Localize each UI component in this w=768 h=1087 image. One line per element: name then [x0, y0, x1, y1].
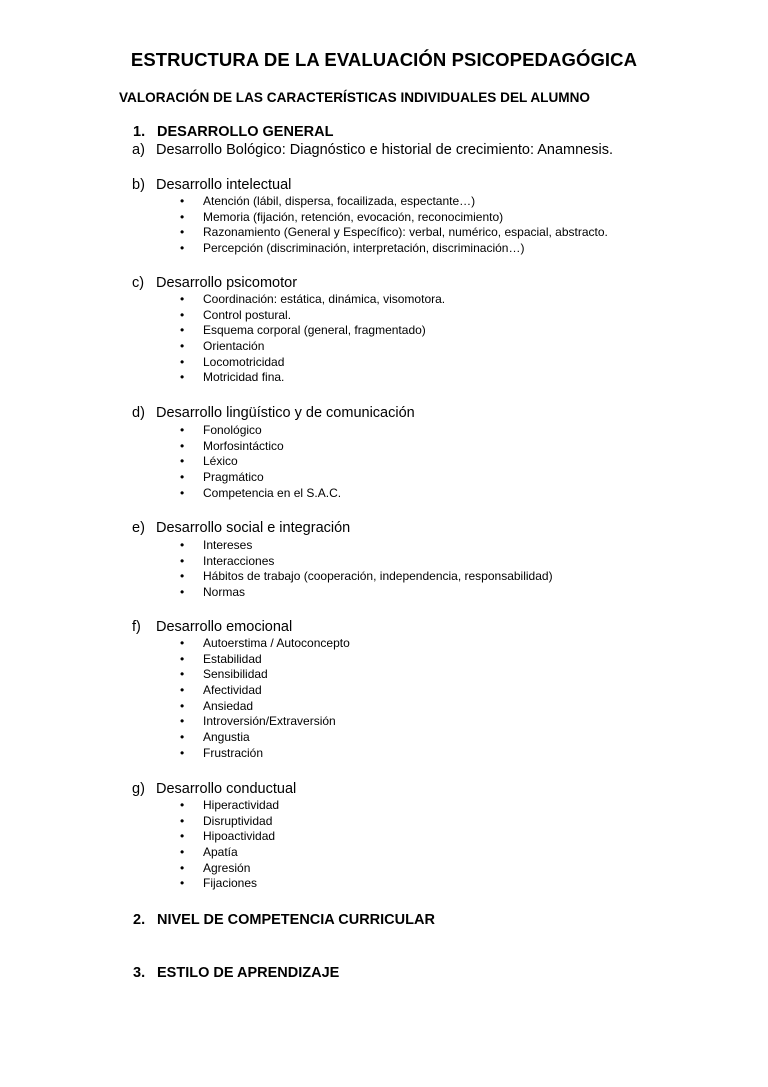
bullet-icon: • [180, 636, 185, 650]
list-item-text: Esquema corporal (general, fragmentado) [203, 323, 426, 338]
bullet-icon: • [180, 876, 185, 891]
list-item [180, 683, 350, 699]
list-item [180, 225, 608, 241]
list-item-text: Afectividad [203, 683, 262, 698]
list-item [180, 714, 350, 730]
list-item [180, 438, 341, 455]
list-item [180, 698, 350, 715]
bullet-icon: • [180, 651, 185, 666]
list-item-text: Léxico [203, 454, 238, 469]
bullet-icon: • [180, 845, 185, 860]
list-item-text: Razonamiento (General y Específico): verbal, numérico, espacial, abstracto. [203, 225, 608, 240]
list-item-text: Introversión/Extraversión [203, 714, 336, 729]
list-item [180, 423, 341, 439]
bullet-icon: • [180, 683, 185, 698]
section-3-number: 3. [133, 965, 146, 981]
subsection-g-list [180, 798, 280, 892]
subsection-d-letter: d) [132, 405, 145, 421]
list-item-text: Percepción (discriminación, interpretación, discriminación…) [203, 241, 525, 256]
list-item-text: Coordinación: estática, dinámica, visomotora. [203, 292, 446, 306]
list-item-text: Motricidad fina. [203, 370, 285, 385]
list-item [180, 354, 445, 371]
list-item-text: Morfosintáctico [203, 438, 284, 453]
subsection-f-list [180, 636, 350, 762]
list-item [180, 651, 350, 668]
subsection-e-list [180, 538, 553, 601]
list-item-text: Atención (lábil, dispersa, focailizada, espectante…) [203, 194, 476, 208]
list-item [180, 194, 608, 210]
subsection-f-label: Desarrollo emocional [156, 619, 293, 635]
list-item-text: Autoerstima / Autoconcepto [203, 636, 350, 650]
bullet-icon: • [180, 307, 185, 322]
bullet-icon: • [180, 209, 185, 224]
subsection-c-letter: c) [132, 275, 145, 291]
list-item-text: Ansiedad [203, 698, 254, 713]
subsection-b [132, 177, 291, 193]
section-2-label: NIVEL DE COMPETENCIA CURRICULAR [157, 912, 435, 928]
list-item-text: Angustia [203, 730, 250, 745]
list-item-text: Disruptividad [203, 813, 273, 828]
subsection-b-list [180, 194, 608, 257]
section-1-label: DESARROLLO GENERAL [157, 124, 334, 140]
section-2-number: 2. [133, 912, 146, 928]
subsection-g-letter: g) [132, 781, 145, 797]
document-subtitle: VALORACIÓN DE LAS CARACTERÍSTICAS INDIVIDUALES DEL ALUMNO [119, 90, 591, 105]
subsection-e-label: Desarrollo social e integración [156, 520, 351, 536]
bullet-icon: • [180, 569, 185, 584]
list-item-text: Control postural. [203, 307, 292, 322]
list-item [180, 339, 445, 355]
subsection-g [132, 781, 296, 797]
list-item [180, 829, 279, 845]
subsection-d [132, 405, 415, 421]
list-item-text: Frustración [203, 745, 264, 760]
list-item [180, 798, 280, 814]
list-item-text: Hiperactividad [203, 798, 280, 812]
subsection-f [132, 619, 292, 635]
list-item [180, 667, 350, 683]
bullet-icon: • [180, 323, 185, 338]
list-item-text: Fijaciones [203, 876, 258, 891]
bullet-icon: • [180, 714, 185, 729]
bullet-icon: • [180, 423, 185, 437]
list-item [180, 876, 279, 892]
list-item [180, 636, 350, 652]
subsection-a-label: Desarrollo Bológico: Diagnóstico e historial de crecimiento: Anamnesis. [156, 142, 613, 158]
bullet-icon: • [180, 225, 185, 240]
list-item-text: Intereses [203, 538, 253, 552]
subsection-c-label: Desarrollo psicomotor [156, 275, 298, 291]
document-title: ESTRUCTURA DE LA EVALUACIÓN PSICOPEDAGÓGICA [130, 49, 638, 70]
bullet-icon: • [180, 860, 185, 875]
list-item-text: Normas [203, 585, 246, 600]
bullet-icon: • [180, 667, 185, 682]
list-item [180, 454, 341, 470]
subsection-a [132, 142, 613, 158]
bullet-icon: • [180, 485, 185, 500]
list-item [180, 292, 446, 308]
subsection-e-letter: e) [132, 520, 145, 536]
list-item [180, 323, 445, 339]
list-item-text: Locomotricidad [203, 354, 285, 369]
list-item [180, 485, 342, 502]
bullet-icon: • [180, 438, 185, 453]
list-item-text: Orientación [203, 339, 265, 354]
list-item-text: Interacciones [203, 553, 275, 568]
subsection-g-label: Desarrollo conductual [156, 781, 297, 797]
list-item [180, 730, 350, 746]
subsection-b-letter: b) [132, 177, 145, 193]
section-1-heading [133, 124, 333, 140]
list-item-text: Competencia en el S.A.C. [203, 485, 342, 500]
list-item-text: Apatía [203, 845, 238, 860]
bullet-icon: • [180, 354, 185, 369]
subsection-b-label: Desarrollo intelectual [156, 177, 292, 193]
bullet-icon: • [180, 553, 185, 568]
bullet-icon: • [180, 194, 185, 208]
bullet-icon: • [180, 339, 185, 354]
subsection-c [132, 275, 297, 291]
subsection-e [132, 520, 350, 536]
section-3-heading [133, 965, 339, 981]
list-item-text: Hipoactividad [203, 829, 276, 844]
list-item [180, 585, 553, 601]
list-item [180, 845, 279, 861]
bullet-icon: • [180, 470, 185, 485]
subsection-c-list [180, 292, 446, 386]
bullet-icon: • [180, 538, 185, 552]
subsection-d-list [180, 423, 342, 501]
list-item [180, 307, 445, 324]
list-item [180, 553, 553, 570]
list-item-text: Memoria (fijación, retención, evocación, reconocimiento) [203, 209, 504, 224]
list-item [180, 860, 279, 877]
bullet-icon: • [180, 585, 185, 600]
list-item-text: Sensibilidad [203, 667, 268, 682]
list-item [180, 813, 279, 830]
list-item-text: Hábitos de trabajo (cooperación, independencia, responsabilidad) [203, 569, 553, 584]
list-item [180, 370, 445, 386]
bullet-icon: • [180, 730, 185, 745]
list-item [180, 538, 553, 554]
section-3-label: ESTILO DE APRENDIZAJE [157, 965, 340, 981]
section-1-number: 1. [133, 124, 146, 140]
bullet-icon: • [180, 813, 185, 828]
list-item [180, 470, 341, 486]
list-item [180, 241, 608, 257]
subsection-f-letter: f) [132, 619, 141, 635]
list-item [180, 745, 350, 762]
bullet-icon: • [180, 292, 185, 306]
subsection-d-label: Desarrollo lingüístico y de comunicación [156, 405, 415, 421]
bullet-icon: • [180, 370, 185, 385]
bullet-icon: • [180, 829, 185, 844]
bullet-icon: • [180, 241, 185, 256]
bullet-icon: • [180, 745, 185, 760]
bullet-icon: • [180, 698, 185, 713]
list-item-text: Pragmático [203, 470, 264, 485]
list-item-text: Estabilidad [203, 651, 262, 666]
section-2-heading [133, 912, 435, 928]
bullet-icon: • [180, 798, 185, 812]
subsection-a-letter: a) [132, 142, 145, 158]
list-item [180, 209, 608, 226]
list-item-text: Fonológico [203, 423, 262, 437]
list-item [180, 569, 553, 585]
bullet-icon: • [180, 454, 185, 469]
list-item-text: Agresión [203, 860, 251, 875]
